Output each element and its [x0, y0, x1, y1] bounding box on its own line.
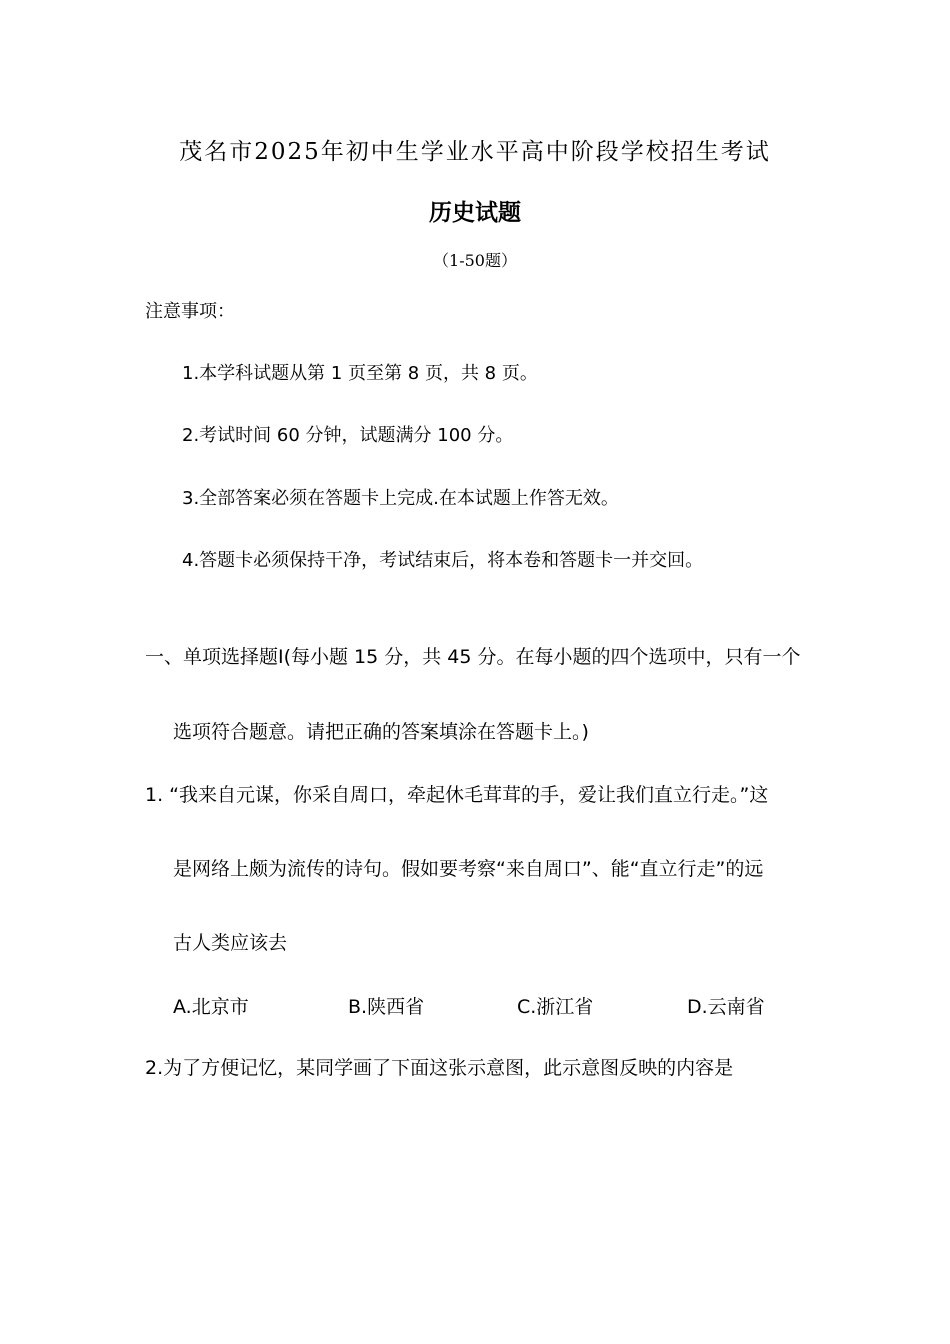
section-heading-line2: 选项符合题意。请把正确的答案填涂在答题卡上。) [173, 721, 589, 743]
notice-item-1: 1.本学科试题从第 1 页至第 8 页，共 8 页。 [182, 363, 538, 384]
question-range: （1-50题） [433, 251, 517, 270]
question-1-line2: 是网络上颇为流传的诗句。假如要考察“来自周口”、能“直立行走”的远 [173, 858, 764, 880]
subject-title: 历史试题 [429, 200, 521, 226]
exam-title: 茂名市2025年初中生学业水平高中阶段学校招生考试 [179, 139, 771, 165]
notice-heading: 注意事项： [145, 301, 235, 322]
question-1-option-d: D.云南省 [687, 996, 765, 1018]
question-1-option-a: A.北京市 [173, 996, 249, 1018]
notice-item-3: 3.全部答案必须在答题卡上完成.在本试题上作答无效。 [182, 488, 619, 509]
question-1-line1: 1. “我来自元谋，你采自周口，牵起休毛茸茸的手，爱让我们直立行走。”这 [145, 784, 769, 806]
question-1-option-b: B.陕西省 [348, 996, 425, 1018]
notice-item-2: 2.考试时间 60 分钟，试题满分 100 分。 [182, 425, 514, 446]
section-heading-line1: 一、单项选择题Ⅰ(每小题 15 分，共 45 分。在每小题的四个选项中，只有一个 [145, 646, 801, 668]
question-1-line3: 古人类应该去 [173, 932, 288, 954]
question-1-option-c: C.浙江省 [517, 996, 594, 1018]
question-2-line1: 2.为了方便记忆，某同学画了下面这张示意图，此示意图反映的内容是 [145, 1057, 734, 1079]
notice-item-4: 4.答题卡必须保持干净，考试结束后，将本卷和答题卡一并交回。 [182, 550, 704, 571]
